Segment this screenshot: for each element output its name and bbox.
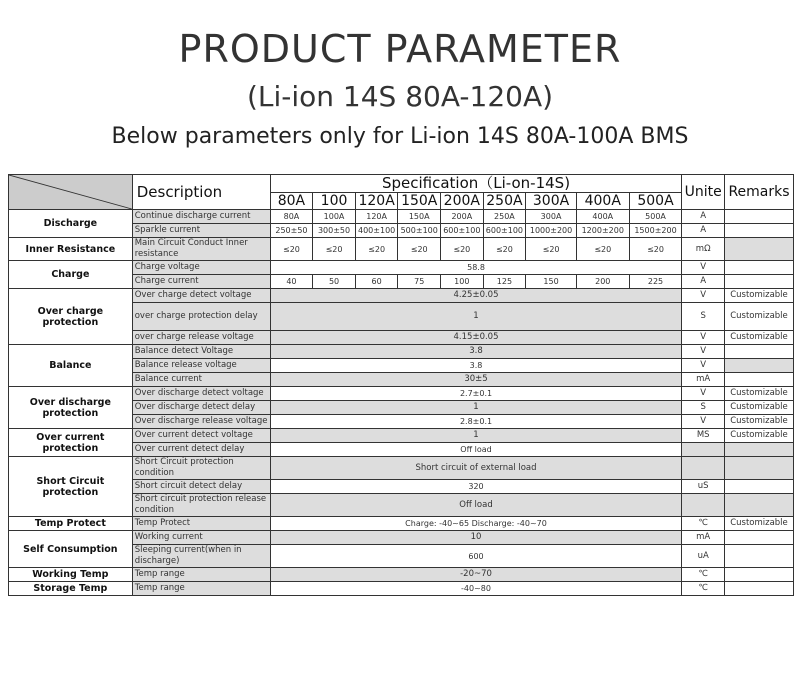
capacity-header: 200A xyxy=(441,193,484,210)
remark-cell xyxy=(724,373,793,387)
param-label: over charge protection delay xyxy=(132,303,270,331)
value-cell: 2.8±0.1 xyxy=(270,415,682,429)
specification-header: Specification（Li-on-14S) xyxy=(270,175,682,193)
value-cell: 1 xyxy=(270,429,682,443)
diagonal-line-icon xyxy=(9,175,132,209)
description-header: Description xyxy=(132,175,270,210)
value-cell: ≤20 xyxy=(526,238,577,261)
remark-cell xyxy=(724,345,793,359)
unit-cell: V xyxy=(682,289,725,303)
unit-cell: A xyxy=(682,210,725,224)
value-cell: ≤20 xyxy=(313,238,356,261)
category-inner-resistance: Inner Resistance xyxy=(9,238,133,261)
parameter-table xyxy=(8,174,794,596)
param-label: Over charge detect voltage xyxy=(132,289,270,303)
category-storage-temp: Storage Temp xyxy=(9,582,133,596)
unit-cell xyxy=(682,443,725,457)
param-label: Balance current xyxy=(132,373,270,387)
value-cell: ≤20 xyxy=(270,238,313,261)
value-cell: 600±100 xyxy=(441,224,484,238)
applicability-note: Below parameters only for Li-ion 14S 80A-100A BMS xyxy=(111,124,689,149)
capacity-header: 100 xyxy=(313,193,356,210)
remark-cell xyxy=(724,443,793,457)
param-label: Over current detect voltage xyxy=(132,429,270,443)
value-cell: 250±50 xyxy=(270,224,313,238)
param-label: Short Circuit protection condition xyxy=(132,457,270,480)
value-cell: 150 xyxy=(526,275,577,289)
unit-cell: V xyxy=(682,345,725,359)
value-cell: 30±5 xyxy=(270,373,682,387)
category-charge: Charge xyxy=(9,261,133,289)
value-cell: 50 xyxy=(313,275,356,289)
category-working-temp: Working Temp xyxy=(9,568,133,582)
value-cell: 320 xyxy=(270,480,682,494)
unit-cell: MS xyxy=(682,429,725,443)
param-label: Temp range xyxy=(132,582,270,596)
param-label: Working current xyxy=(132,531,270,545)
remark-cell: Customizable xyxy=(724,331,793,345)
unit-cell: uA xyxy=(682,545,725,568)
value-cell: 60 xyxy=(355,275,398,289)
remark-cell xyxy=(724,457,793,480)
unit-cell: ℃ xyxy=(682,582,725,596)
value-cell: 200A xyxy=(441,210,484,224)
remark-cell: Customizable xyxy=(724,401,793,415)
value-cell: 100A xyxy=(313,210,356,224)
category-discharge: Discharge xyxy=(9,210,133,238)
unit-cell: V xyxy=(682,331,725,345)
corner-cell xyxy=(9,175,133,210)
param-label: Charge current xyxy=(132,275,270,289)
unit-cell: V xyxy=(682,387,725,401)
unit-cell: A xyxy=(682,224,725,238)
param-label: Continue discharge current xyxy=(132,210,270,224)
remark-cell: Customizable xyxy=(724,387,793,401)
param-label: Over discharge release voltage xyxy=(132,415,270,429)
value-cell: ≤20 xyxy=(398,238,441,261)
value-cell: Charge: -40~65 Discharge: -40~70 xyxy=(270,517,682,531)
param-label: Temp Protect xyxy=(132,517,270,531)
value-cell: -20~70 xyxy=(270,568,682,582)
remark-cell xyxy=(724,545,793,568)
value-cell: ≤20 xyxy=(441,238,484,261)
value-cell: 600±100 xyxy=(483,224,526,238)
category-over-charge: Over charge protection xyxy=(9,289,133,345)
remark-cell: Customizable xyxy=(724,415,793,429)
param-label: Main Circuit Conduct Inner resistance xyxy=(132,238,270,261)
unit-cell xyxy=(682,494,725,517)
unit-cell: ℃ xyxy=(682,568,725,582)
value-cell: 1 xyxy=(270,303,682,331)
unit-cell: mA xyxy=(682,373,725,387)
value-cell: 100 xyxy=(441,275,484,289)
value-cell: 58.8 xyxy=(270,261,682,275)
category-over-discharge: Over discharge protection xyxy=(9,387,133,429)
param-label: over charge release voltage xyxy=(132,331,270,345)
capacity-header: 500A xyxy=(629,193,682,210)
capacity-header: 300A xyxy=(526,193,577,210)
param-label: Sleeping current(when in discharge) xyxy=(132,545,270,568)
unit-cell: mΩ xyxy=(682,238,725,261)
remark-cell xyxy=(724,531,793,545)
unit-header: Unite xyxy=(682,175,725,210)
value-cell: 1 xyxy=(270,401,682,415)
unit-cell: S xyxy=(682,401,725,415)
value-cell: 250A xyxy=(483,210,526,224)
category-self-consumption: Self Consumption xyxy=(9,531,133,568)
value-cell: 10 xyxy=(270,531,682,545)
category-temp-protect: Temp Protect xyxy=(9,517,133,531)
remark-cell xyxy=(724,261,793,275)
param-label: Over discharge detect voltage xyxy=(132,387,270,401)
param-label: Sparkle current xyxy=(132,224,270,238)
unit-cell: mA xyxy=(682,531,725,545)
value-cell: 120A xyxy=(355,210,398,224)
capacity-header: 80A xyxy=(270,193,313,210)
value-cell: 3.8 xyxy=(270,345,682,359)
value-cell: 125 xyxy=(483,275,526,289)
remark-cell xyxy=(724,582,793,596)
value-cell: 400±100 xyxy=(355,224,398,238)
value-cell: Short circuit of external load xyxy=(270,457,682,480)
value-cell: 500A xyxy=(629,210,682,224)
capacity-header: 150A xyxy=(398,193,441,210)
remark-cell xyxy=(724,568,793,582)
remark-cell xyxy=(724,224,793,238)
param-label: Balance release voltage xyxy=(132,359,270,373)
value-cell: Off load xyxy=(270,443,682,457)
value-cell: -40~80 xyxy=(270,582,682,596)
remark-cell xyxy=(724,238,793,261)
category-balance: Balance xyxy=(9,345,133,387)
unit-cell: V xyxy=(682,261,725,275)
value-cell: 1000±200 xyxy=(526,224,577,238)
unit-cell: V xyxy=(682,415,725,429)
remark-cell xyxy=(724,480,793,494)
remark-cell: Customizable xyxy=(724,289,793,303)
value-cell: 4.25±0.05 xyxy=(270,289,682,303)
value-cell: 4.15±0.05 xyxy=(270,331,682,345)
param-label: Charge voltage xyxy=(132,261,270,275)
remark-cell xyxy=(724,275,793,289)
capacity-header: 400A xyxy=(576,193,629,210)
value-cell: ≤20 xyxy=(483,238,526,261)
param-label: Over current detect delay xyxy=(132,443,270,457)
remark-cell xyxy=(724,210,793,224)
page-title: PRODUCT PARAMETER xyxy=(178,27,622,71)
unit-cell: A xyxy=(682,275,725,289)
param-label: Short circuit detect delay xyxy=(132,480,270,494)
value-cell: Off load xyxy=(270,494,682,517)
page-subtitle: (Li-ion 14S 80A-120A) xyxy=(246,80,554,113)
unit-cell: V xyxy=(682,359,725,373)
value-cell: 150A xyxy=(398,210,441,224)
value-cell: ≤20 xyxy=(576,238,629,261)
remark-cell: Customizable xyxy=(724,429,793,443)
value-cell: 75 xyxy=(398,275,441,289)
param-label: Balance detect Voltage xyxy=(132,345,270,359)
param-label: Over discharge detect delay xyxy=(132,401,270,415)
value-cell: 200 xyxy=(576,275,629,289)
value-cell: 1500±200 xyxy=(629,224,682,238)
value-cell: 2.7±0.1 xyxy=(270,387,682,401)
value-cell: 600 xyxy=(270,545,682,568)
value-cell: 1200±200 xyxy=(576,224,629,238)
value-cell: 40 xyxy=(270,275,313,289)
unit-cell: ℃ xyxy=(682,517,725,531)
value-cell: 3.8 xyxy=(270,359,682,373)
param-label: Temp range xyxy=(132,568,270,582)
param-label: Short circuit protection release condition xyxy=(132,494,270,517)
value-cell: 500±100 xyxy=(398,224,441,238)
category-short-circuit: Short Circuit protection xyxy=(9,457,133,517)
value-cell: 300A xyxy=(526,210,577,224)
capacity-header: 120A xyxy=(355,193,398,210)
value-cell: 300±50 xyxy=(313,224,356,238)
remark-cell xyxy=(724,494,793,517)
value-cell: ≤20 xyxy=(629,238,682,261)
value-cell: 225 xyxy=(629,275,682,289)
unit-cell xyxy=(682,457,725,480)
remark-cell xyxy=(724,359,793,373)
value-cell: 80A xyxy=(270,210,313,224)
capacity-header: 250A xyxy=(483,193,526,210)
unit-cell: uS xyxy=(682,480,725,494)
value-cell: ≤20 xyxy=(355,238,398,261)
remarks-header: Remarks xyxy=(724,175,793,210)
unit-cell: S xyxy=(682,303,725,331)
remark-cell: Customizable xyxy=(724,303,793,331)
value-cell: 400A xyxy=(576,210,629,224)
remark-cell: Customizable xyxy=(724,517,793,531)
category-over-current: Over current protection xyxy=(9,429,133,457)
